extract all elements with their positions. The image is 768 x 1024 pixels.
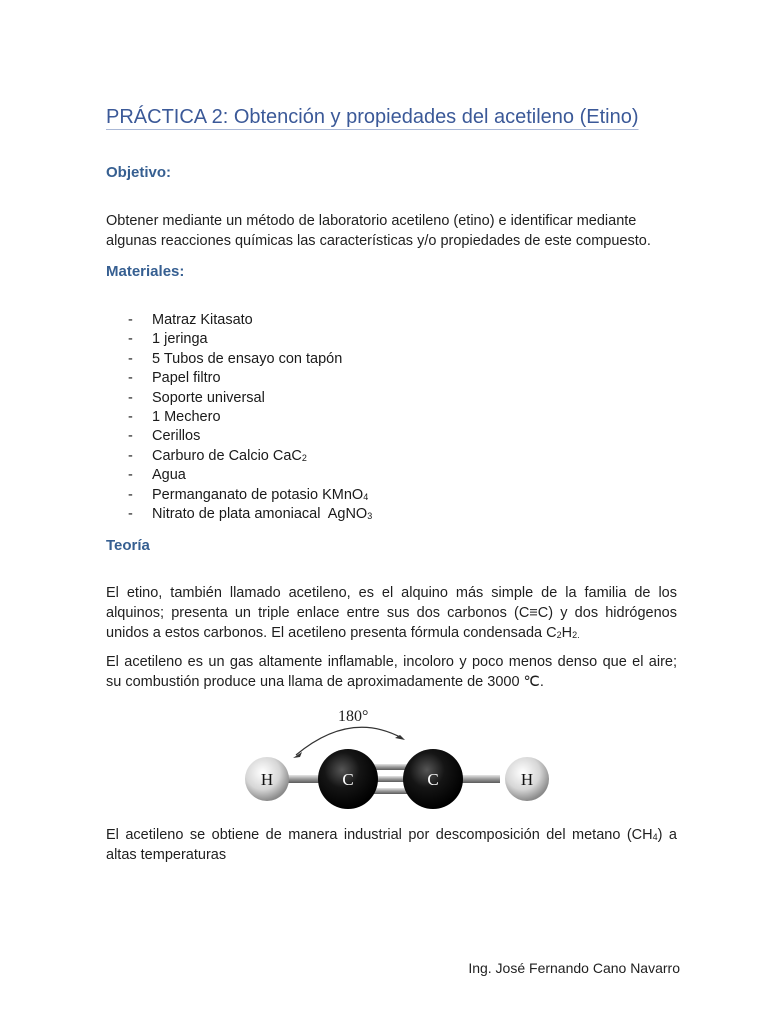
list-item-text: 5 Tubos de ensayo con tapón — [152, 350, 343, 367]
list-dash: - — [128, 370, 133, 387]
materials-list — [126, 311, 372, 524]
teoria-paragraph-1 — [106, 583, 677, 643]
teoria-heading: Teoría — [106, 537, 150, 554]
atom-label-h-left: H — [260, 770, 274, 789]
page-title: PRÁCTICA 2: Obtención y propiedades del acetileno (Etino) — [106, 106, 639, 128]
list-dash: - — [128, 312, 133, 328]
list-item-text: Carburo de Calcio CaC — [152, 447, 302, 464]
list-dash: - — [128, 408, 133, 425]
subscript: 4 — [363, 491, 369, 502]
acetylene-molecule-figure — [230, 700, 550, 810]
teoria-text: H — [561, 625, 573, 641]
objetivo-heading: Objetivo: — [106, 164, 172, 181]
angle-label: 180° — [338, 708, 369, 725]
subscript: 2 — [301, 452, 307, 463]
list-dash: - — [128, 486, 133, 503]
list-item — [126, 427, 372, 446]
list-item — [126, 350, 372, 369]
list-item — [126, 389, 372, 408]
list-item — [126, 330, 372, 349]
teoria-text: ) a — [657, 827, 677, 843]
footer-author: Ing. José Fernando Cano Navarro — [468, 960, 680, 976]
list-item — [126, 369, 372, 388]
list-item — [126, 505, 372, 524]
teoria-line: alquinos; presenta un triple enlace entre sus dos carbonos (C≡C) y dos hidrógenos — [106, 605, 677, 621]
list-item-text: Nitrato de plata amoniacal AgNO — [152, 505, 368, 522]
list-item-text: Papel filtro — [152, 370, 221, 387]
teoria-paragraph-3 — [106, 825, 677, 865]
list-item-text: 1 Mechero — [152, 408, 221, 425]
teoria-line: El etino, también llamado acetileno, es el alquino más simple de la familia de los — [106, 585, 677, 601]
list-item-text: 1 jeringa — [152, 331, 208, 348]
list-dash: - — [128, 428, 133, 445]
list-item-text: Matraz Kitasato — [152, 312, 253, 328]
subscript: 2 — [556, 630, 562, 640]
arrow-head-left — [293, 752, 302, 758]
list-dash: - — [128, 467, 133, 484]
subscript: 3 — [367, 510, 373, 521]
list-dash: - — [128, 350, 133, 367]
atom-label-c-right: C — [427, 770, 439, 789]
teoria-text: unidos a estos carbonos. El acetileno presenta fórmula condensada C — [106, 625, 557, 641]
teoria-paragraph-2: El acetileno es un gas altamente inflamable, incoloro y poco menos denso que el aire; su combustión produce una llama de aproximadamente de 3000 ℃. — [106, 654, 677, 690]
teoria-text: El acetileno se obtiene de manera industrial por descomposición del metano (CH — [106, 827, 653, 843]
list-item-text: Permanganato de potasio KMnO — [152, 486, 364, 503]
teoria-line — [106, 623, 677, 643]
teoria-line — [106, 825, 677, 845]
atom-label-h-right: H — [520, 770, 534, 789]
list-item — [126, 311, 372, 330]
list-item-text: Soporte universal — [152, 389, 265, 406]
list-item-text: Agua — [152, 467, 186, 484]
list-item — [126, 466, 372, 485]
list-dash: - — [128, 505, 133, 522]
list-item — [126, 447, 372, 466]
list-dash: - — [128, 331, 133, 348]
list-dash: - — [128, 447, 133, 464]
teoria-line: altas temperaturas — [106, 847, 227, 863]
subscript: 2. — [572, 630, 580, 640]
list-dash: - — [128, 389, 133, 406]
list-item-text: Cerillos — [152, 428, 201, 445]
objetivo-text: Obtener mediante un método de laboratorio acetileno (etino) e identificar mediante algunas reacciones químicas las características y/o propiedades de este compuesto. — [106, 213, 651, 249]
atom-label-c-left: C — [342, 770, 354, 789]
materiales-heading: Materiales: — [106, 263, 185, 280]
list-item — [126, 486, 372, 505]
list-item — [126, 408, 372, 427]
subscript: 4 — [652, 832, 658, 842]
